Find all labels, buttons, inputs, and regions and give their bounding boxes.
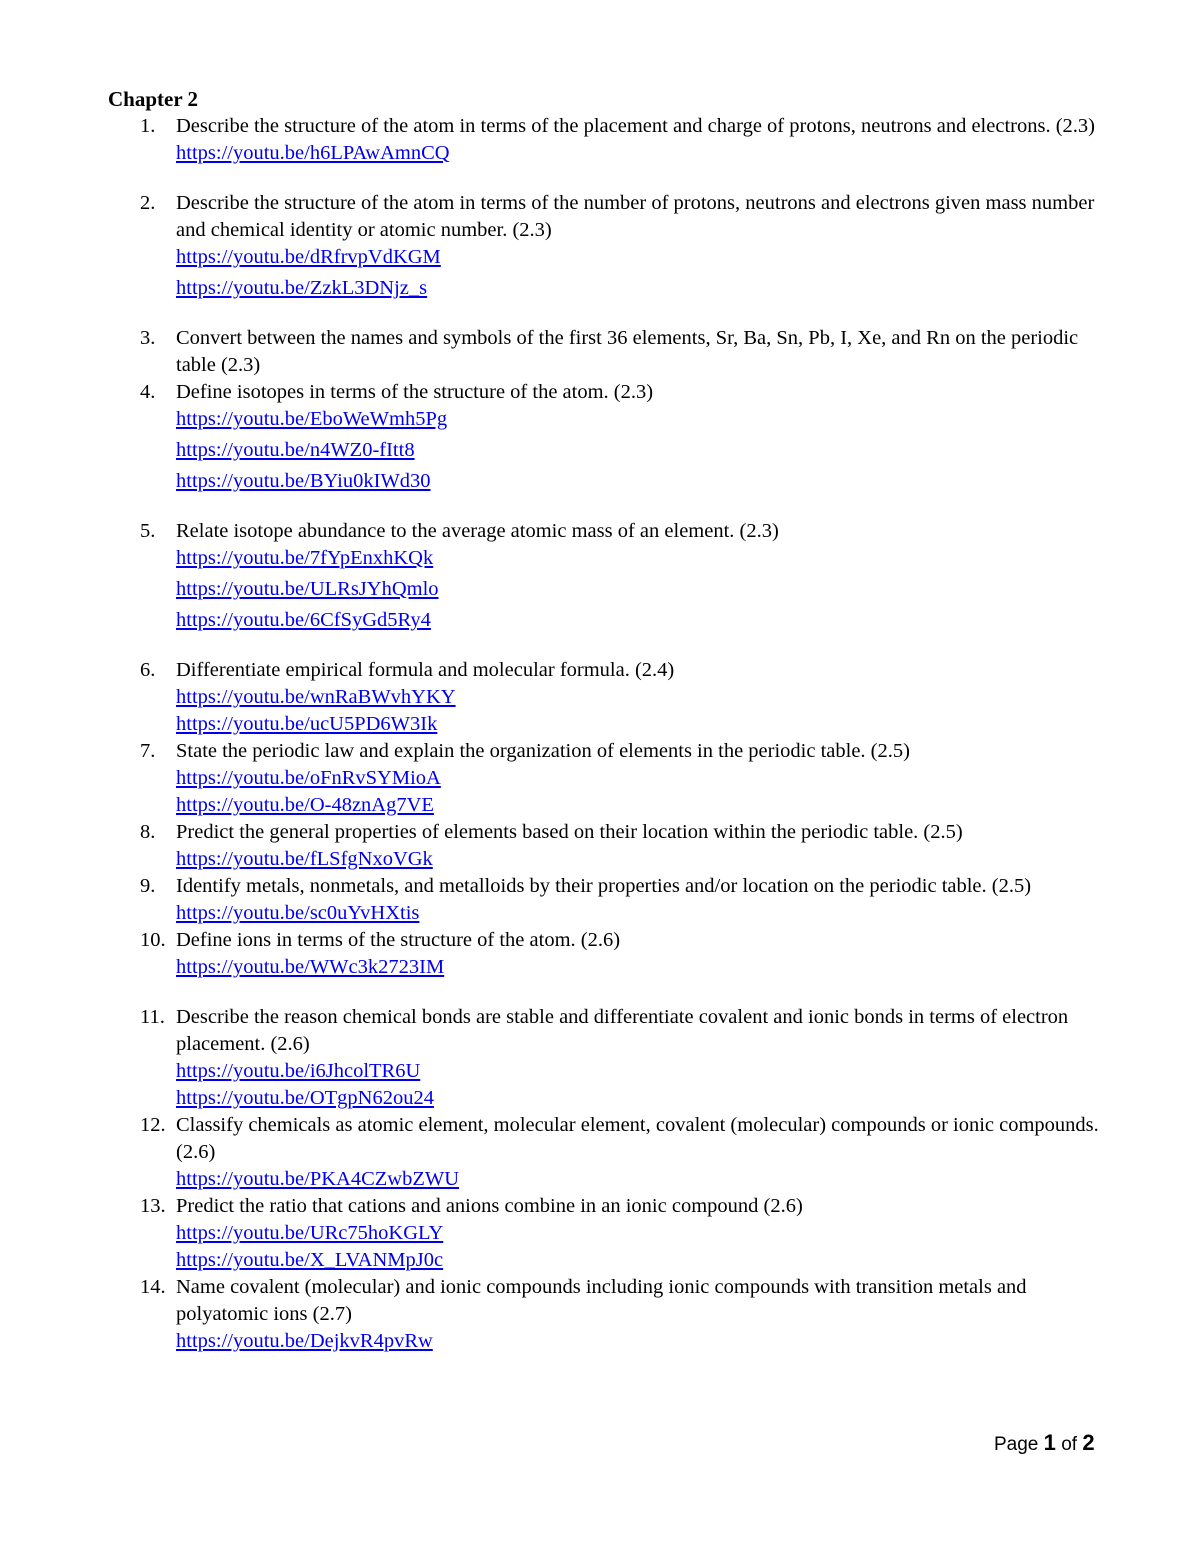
- objective-number: 7.: [140, 740, 156, 762]
- objective-text: Classify chemicals as atomic element, molecular element, covalent (molecular) compounds or ionic compounds. (2.6): [176, 1114, 1099, 1163]
- video-link[interactable]: https://youtu.be/ULRsJYhQmlo: [176, 578, 439, 600]
- objective-number: 6.: [140, 659, 156, 681]
- objective-item: [108, 518, 1108, 634]
- objective-item: [108, 738, 1108, 819]
- video-link[interactable]: https://youtu.be/OTgpN62ou24: [176, 1087, 434, 1109]
- objective-text: Predict the general properties of elements based on their location within the periodic table. (2.5): [176, 821, 963, 843]
- objective-text: Describe the reason chemical bonds are stable and differentiate covalent and ionic bonds in terms of electron placement. (2.6): [176, 1006, 1069, 1055]
- video-link[interactable]: https://youtu.be/ZzkL3DNjz_s: [176, 277, 428, 299]
- current-page-number: 1: [1043, 1430, 1056, 1455]
- video-link[interactable]: https://youtu.be/oFnRvSYMioA: [176, 767, 441, 789]
- video-link[interactable]: https://youtu.be/sc0uYvHXtis: [176, 902, 420, 924]
- video-link[interactable]: https://youtu.be/h6LPAwAmnCQ: [176, 142, 450, 164]
- objective-number: 10.: [140, 929, 166, 951]
- video-link[interactable]: https://youtu.be/DejkvR4pvRw: [176, 1330, 433, 1352]
- objective-text: Identify metals, nonmetals, and metalloids by their properties and/or location on the periodic table. (2.5): [176, 875, 1032, 897]
- objective-item: [108, 325, 1108, 379]
- objective-item: [108, 190, 1108, 302]
- objective-number: 13.: [140, 1195, 166, 1217]
- objective-text: Predict the ratio that cations and anions combine in an ionic compound (2.6): [176, 1195, 803, 1217]
- objective-text: Define isotopes in terms of the structure of the atom. (2.3): [176, 381, 654, 403]
- objective-number: 8.: [140, 821, 156, 843]
- objective-item: [108, 379, 1108, 495]
- objective-item: [108, 1193, 1108, 1274]
- objective-item: [108, 819, 1108, 873]
- page-word: Page: [994, 1434, 1039, 1455]
- objective-number: 12.: [140, 1114, 166, 1136]
- video-link[interactable]: https://youtu.be/O-48znAg7VE: [176, 794, 434, 816]
- objective-number: 2.: [140, 192, 156, 214]
- objective-number: 4.: [140, 381, 156, 403]
- objective-item: [108, 1112, 1108, 1193]
- video-link[interactable]: https://youtu.be/PKA4CZwbZWU: [176, 1168, 460, 1190]
- objective-number: 5.: [140, 520, 156, 542]
- objective-text: Relate isotope abundance to the average atomic mass of an element. (2.3): [176, 520, 779, 542]
- video-link[interactable]: https://youtu.be/WWc3k2723IM: [176, 956, 445, 978]
- objective-text: Name covalent (molecular) and ionic compounds including ionic compounds with transition metals and polyatomic ions (2.7): [176, 1276, 1027, 1325]
- objective-text: Describe the structure of the atom in terms of the number of protons, neutrons and electrons given mass number and chemical identity or atomic number. (2.3): [176, 192, 1095, 241]
- objectives-list: [108, 113, 1108, 1355]
- objective-item: [108, 873, 1108, 927]
- video-link[interactable]: https://youtu.be/BYiu0kIWd30: [176, 470, 431, 492]
- objective-item: [108, 1004, 1108, 1112]
- video-link[interactable]: https://youtu.be/i6JhcolTR6U: [176, 1060, 421, 1082]
- video-link[interactable]: https://youtu.be/n4WZ0-fItt8: [176, 439, 415, 461]
- objective-item: [108, 927, 1108, 981]
- chapter-title: Chapter 2: [108, 87, 199, 111]
- total-pages-number: 2: [1082, 1430, 1095, 1455]
- objective-text: Describe the structure of the atom in terms of the placement and charge of protons, neutrons and electrons. (2.3): [176, 115, 1095, 137]
- objective-number: 11.: [140, 1006, 165, 1028]
- video-link[interactable]: https://youtu.be/6CfSyGd5Ry4: [176, 609, 431, 631]
- video-link[interactable]: https://youtu.be/ucU5PD6W3Ik: [176, 713, 438, 735]
- objective-number: 9.: [140, 875, 156, 897]
- objective-number: 3.: [140, 327, 156, 349]
- objective-text: Differentiate empirical formula and molecular formula. (2.4): [176, 659, 675, 681]
- objective-number: 1.: [140, 115, 156, 137]
- video-link[interactable]: https://youtu.be/wnRaBWvhYKY: [176, 686, 456, 708]
- objective-item: [108, 113, 1108, 167]
- video-link[interactable]: https://youtu.be/EboWeWmh5Pg: [176, 408, 448, 430]
- video-link[interactable]: https://youtu.be/dRfrvpVdKGM: [176, 246, 441, 268]
- video-link[interactable]: https://youtu.be/X_LVANMpJ0c: [176, 1249, 444, 1271]
- objective-number: 14.: [140, 1276, 166, 1298]
- page-number-footer: [994, 1430, 1095, 1458]
- objective-text: Convert between the names and symbols of the first 36 elements, Sr, Ba, Sn, Pb, I, Xe, and Rn on the periodic table (2.3): [176, 327, 1079, 376]
- video-link[interactable]: https://youtu.be/fLSfgNxoVGk: [176, 848, 433, 870]
- of-word: of: [1061, 1434, 1078, 1455]
- video-link[interactable]: https://youtu.be/URc75hoKGLY: [176, 1222, 444, 1244]
- objective-text: State the periodic law and explain the organization of elements in the periodic table. (2.5): [176, 740, 910, 762]
- objective-item: [108, 657, 1108, 738]
- video-link[interactable]: https://youtu.be/7fYpEnxhKQk: [176, 547, 434, 569]
- objective-text: Define ions in terms of the structure of the atom. (2.6): [176, 929, 621, 951]
- objective-item: [108, 1274, 1108, 1355]
